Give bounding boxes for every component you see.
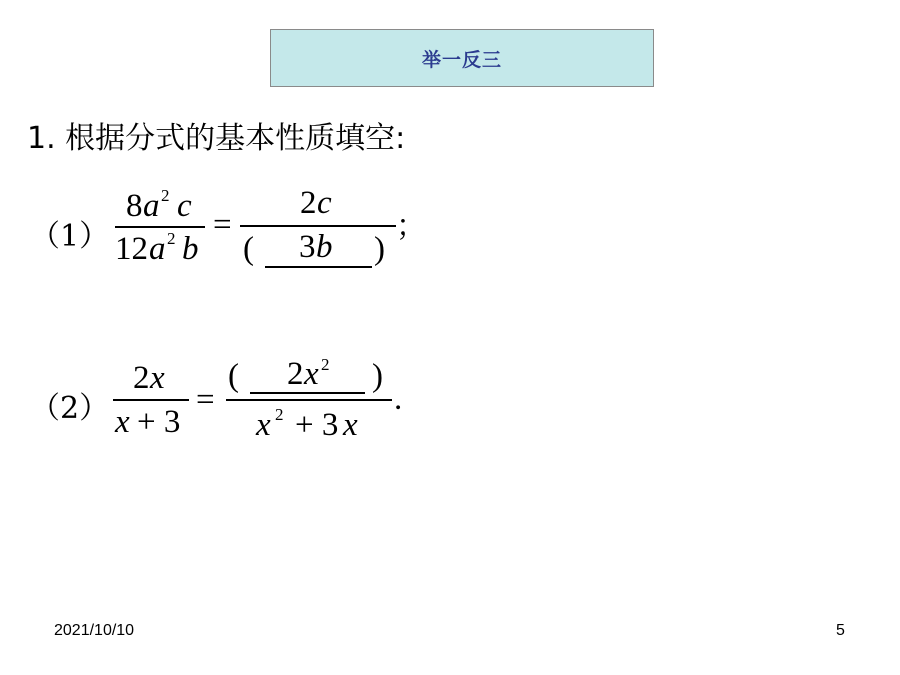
p2-rhs-fraction-bar xyxy=(226,399,392,401)
p1-lhs-num-coef: 8 xyxy=(126,188,143,224)
p1-equals: = xyxy=(213,207,232,243)
p2-lhs-fraction-bar xyxy=(113,399,189,401)
p1-lhs-den-var1: a xyxy=(149,231,166,267)
question-text: 1. 根据分式的基本性质填空: xyxy=(27,121,406,156)
p2-period: . xyxy=(394,381,403,417)
p1-lhs-num-var1: a xyxy=(143,188,160,224)
p2-lhs-num-var: x xyxy=(150,360,165,396)
p1-semicolon: ； xyxy=(396,210,426,243)
p2-answer-blank xyxy=(250,392,365,394)
p2-lhs-den-var: x xyxy=(115,404,130,440)
p1-lhs-num-exp: 2 xyxy=(161,186,170,205)
p1-lhs-fraction-bar xyxy=(115,226,205,228)
p2-rhs-den-var1: x xyxy=(256,407,271,443)
p2-answer-coef: 2 xyxy=(287,356,304,392)
p1-lhs-num-var2: c xyxy=(177,188,192,224)
p1-lhs-den-exp: 2 xyxy=(167,229,176,248)
p1-lhs-den-var2: b xyxy=(182,231,199,267)
p1-rhs-den-close-paren: ) xyxy=(374,231,385,267)
p2-equals: = xyxy=(196,382,215,418)
p2-rhs-den-var2: x xyxy=(343,407,358,443)
p1-rhs-den-open-paren: ( xyxy=(243,231,254,267)
p2-answer-exp: 2 xyxy=(321,355,330,374)
page-number: 5 xyxy=(836,622,845,639)
p2-rhs-den-plus: + 3 xyxy=(295,407,339,443)
p1-answer-coef: 3 xyxy=(299,229,316,265)
p1-rhs-num-var: c xyxy=(317,185,332,221)
p2-lhs-num-coef: 2 xyxy=(133,360,150,396)
title-box xyxy=(270,29,654,87)
p2-answer-var: x xyxy=(304,356,319,392)
slide-title: 举一反三 xyxy=(421,48,502,71)
p1-answer-blank xyxy=(265,266,372,268)
p2-lhs-den-rest: + 3 xyxy=(137,404,181,440)
p2-rhs-num-open-paren: ( xyxy=(228,358,239,394)
p2-rhs-num-close-paren: ) xyxy=(372,358,383,394)
problem-2-label: （2） xyxy=(30,391,110,426)
p1-rhs-num-coef: 2 xyxy=(300,185,317,221)
footer-date: 2021/10/10 xyxy=(54,622,135,639)
p1-lhs-den-coef: 12 xyxy=(115,231,148,267)
p2-rhs-den-exp: 2 xyxy=(275,405,284,424)
problem-1-label: （1） xyxy=(30,219,110,254)
p1-rhs-fraction-bar xyxy=(240,225,396,227)
p1-answer-var: b xyxy=(316,229,333,265)
